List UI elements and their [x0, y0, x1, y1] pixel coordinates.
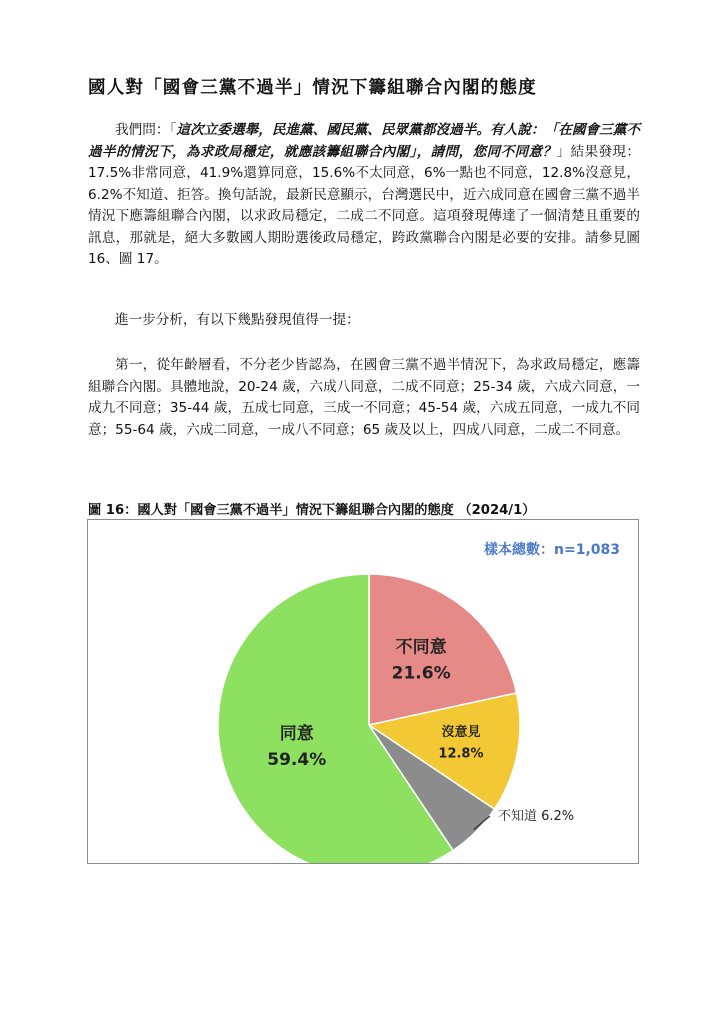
pie-chart	[88, 520, 638, 863]
slice-label-outside: 不知道 6.2%	[498, 809, 575, 824]
slice-label: 不同意	[395, 637, 447, 658]
paragraph-age-analysis: 第一，從年齡層看，不分老少皆認為，在國會三黨不過半情況下，為求政局穩定，應籌組聯合內閣。具體地說，20-24 歲，六成八同意，二成不同意；25-34 歲，六成六同意，一成九不同意；35-44 歲，五成七同意，三成一不同意；45-54 歲，六成五同意，一成九不同意；55-64 歲，六成二同意，一成八不同意；65 歲及以上，四成八同意，二成二不同意。	[88, 357, 640, 438]
survey-question: 這次立委選舉，民進黨、國民黨、民眾黨都沒過半。有人說：「在國會三黨不過半的情況下，為求政局穩定，就應該籌組聯合內閣」，請問，您同不同意？	[88, 122, 640, 160]
slice-label: 沒意見	[441, 725, 481, 741]
slice-value-label: 21.6%	[391, 663, 451, 684]
paragraph-findings-text: 」結果發現：17.5%非常同意，41.9%還算同意，15.6%不太同意，6%一點也不同意，12.8%沒意見，6.2%不知道、拒答。換句話說，最新民意顯示，台灣選民中，近六成同意在國會三黨不過半情況下應籌組聯合內閣，以求政局穩定，二成二不同意。這項發現傳達了一個清楚且重要的訊息，那就是，絕大多數國人期盼選後政局穩定，跨政黨聯合內閣是必要的安排。請參見圖 16、圖 17。	[88, 143, 641, 267]
page-title: 國人對「國會三黨不過半」情況下籌組聯合內閣的態度	[88, 78, 537, 98]
paragraph-further-analysis: 進一步分析，有以下幾點發現值得一提：	[115, 312, 360, 328]
slice-value-label: 12.8%	[438, 746, 484, 762]
sample-size-label: 樣本總數：n=1,083	[484, 542, 620, 558]
figure-caption: 圖 16：國人對「國會三黨不過半」情況下籌組聯合內閣的態度 （2024/1）	[88, 503, 536, 518]
slice-label: 同意	[279, 723, 314, 744]
pie-chart-frame	[87, 519, 639, 864]
paragraph-lead: 我們問：「	[115, 122, 177, 138]
paragraph-findings	[88, 120, 640, 271]
slice-value-label: 59.4%	[267, 749, 327, 770]
